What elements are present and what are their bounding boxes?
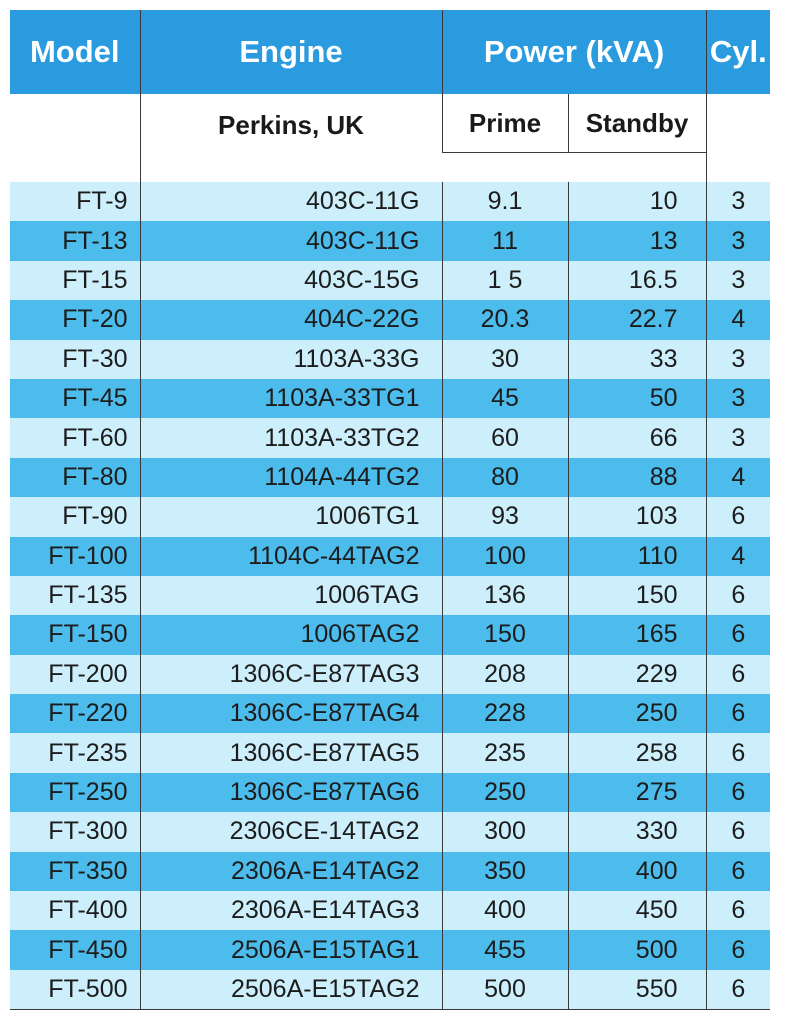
engine-cell: 1306C-E87TAG6 xyxy=(140,773,442,812)
engine-cell: 1306C-E87TAG3 xyxy=(140,655,442,694)
model-cell: FT-150 xyxy=(10,615,140,654)
engine-cell: 403C-11G xyxy=(140,221,442,260)
prime-cell: 30 xyxy=(442,340,568,379)
standby-cell: 13 xyxy=(568,221,706,260)
table-row xyxy=(10,340,770,379)
subheader-engine-brand: Perkins, UK xyxy=(140,94,442,182)
standby-cell: 66 xyxy=(568,418,706,457)
standby-cell: 33 xyxy=(568,340,706,379)
prime-cell: 93 xyxy=(442,497,568,536)
cyl-cell: 4 xyxy=(706,300,770,339)
prime-cell: 500 xyxy=(442,970,568,1010)
engine-cell: 403C-11G xyxy=(140,182,442,221)
model-cell: FT-30 xyxy=(10,340,140,379)
model-cell: FT-250 xyxy=(10,773,140,812)
engine-cell: 1006TG1 xyxy=(140,497,442,536)
cyl-cell: 3 xyxy=(706,418,770,457)
table-row xyxy=(10,852,770,891)
model-cell: FT-135 xyxy=(10,576,140,615)
cyl-cell: 6 xyxy=(706,930,770,969)
model-cell: FT-9 xyxy=(10,182,140,221)
cyl-cell: 6 xyxy=(706,497,770,536)
engine-cell: 1006TAG2 xyxy=(140,615,442,654)
standby-cell: 229 xyxy=(568,655,706,694)
cyl-cell: 4 xyxy=(706,458,770,497)
standby-cell: 250 xyxy=(568,694,706,733)
table-row xyxy=(10,418,770,457)
cyl-cell: 4 xyxy=(706,537,770,576)
cyl-cell: 3 xyxy=(706,182,770,221)
model-cell: FT-200 xyxy=(10,655,140,694)
standby-cell: 450 xyxy=(568,891,706,930)
engine-cell: 1104C-44TAG2 xyxy=(140,537,442,576)
table-row xyxy=(10,261,770,300)
model-cell: FT-90 xyxy=(10,497,140,536)
model-cell: FT-13 xyxy=(10,221,140,260)
engine-cell: 2306CE-14TAG2 xyxy=(140,812,442,851)
table-row xyxy=(10,655,770,694)
cyl-cell: 6 xyxy=(706,655,770,694)
subheader-cyl-blank xyxy=(706,94,770,182)
cyl-cell: 6 xyxy=(706,733,770,772)
cyl-cell: 6 xyxy=(706,615,770,654)
subheader-model-blank xyxy=(10,94,140,182)
subheader-standby: Standby xyxy=(568,94,706,153)
standby-cell: 22.7 xyxy=(568,300,706,339)
engine-cell: 2506A-E15TAG1 xyxy=(140,930,442,969)
standby-cell: 258 xyxy=(568,733,706,772)
header-engine: Engine xyxy=(140,10,442,94)
generator-spec-table xyxy=(10,10,770,1010)
cyl-cell: 6 xyxy=(706,891,770,930)
table-row xyxy=(10,930,770,969)
prime-cell: 208 xyxy=(442,655,568,694)
standby-cell: 165 xyxy=(568,615,706,654)
prime-cell: 60 xyxy=(442,418,568,457)
prime-cell: 100 xyxy=(442,537,568,576)
prime-cell: 455 xyxy=(442,930,568,969)
model-cell: FT-500 xyxy=(10,970,140,1010)
model-cell: FT-80 xyxy=(10,458,140,497)
engine-cell: 2506A-E15TAG2 xyxy=(140,970,442,1010)
prime-cell: 1 5 xyxy=(442,261,568,300)
prime-cell: 45 xyxy=(442,379,568,418)
table-row xyxy=(10,615,770,654)
prime-cell: 400 xyxy=(442,891,568,930)
subheader-row xyxy=(10,94,770,153)
standby-cell: 103 xyxy=(568,497,706,536)
engine-cell: 1006TAG xyxy=(140,576,442,615)
prime-cell: 235 xyxy=(442,733,568,772)
prime-cell: 80 xyxy=(442,458,568,497)
prime-cell: 9.1 xyxy=(442,182,568,221)
prime-cell: 150 xyxy=(442,615,568,654)
standby-cell: 400 xyxy=(568,852,706,891)
model-cell: FT-235 xyxy=(10,733,140,772)
standby-cell: 275 xyxy=(568,773,706,812)
table-row xyxy=(10,576,770,615)
cyl-cell: 6 xyxy=(706,773,770,812)
table-row xyxy=(10,221,770,260)
prime-cell: 300 xyxy=(442,812,568,851)
cyl-cell: 6 xyxy=(706,970,770,1010)
standby-cell: 88 xyxy=(568,458,706,497)
standby-cell: 330 xyxy=(568,812,706,851)
table-row xyxy=(10,497,770,536)
standby-cell: 10 xyxy=(568,182,706,221)
table-row xyxy=(10,694,770,733)
model-cell: FT-450 xyxy=(10,930,140,969)
cyl-cell: 6 xyxy=(706,694,770,733)
model-cell: FT-60 xyxy=(10,418,140,457)
model-cell: FT-350 xyxy=(10,852,140,891)
engine-cell: 1103A-33TG2 xyxy=(140,418,442,457)
model-cell: FT-400 xyxy=(10,891,140,930)
engine-cell: 1306C-E87TAG4 xyxy=(140,694,442,733)
prime-cell: 20.3 xyxy=(442,300,568,339)
engine-cell: 1103A-33TG1 xyxy=(140,379,442,418)
cyl-cell: 3 xyxy=(706,261,770,300)
table-row xyxy=(10,733,770,772)
table-row xyxy=(10,891,770,930)
model-cell: FT-20 xyxy=(10,300,140,339)
table-row xyxy=(10,773,770,812)
cyl-cell: 6 xyxy=(706,852,770,891)
header-model: Model xyxy=(10,10,140,94)
standby-cell: 150 xyxy=(568,576,706,615)
standby-cell: 550 xyxy=(568,970,706,1010)
cyl-cell: 6 xyxy=(706,812,770,851)
subheader-prime: Prime xyxy=(442,94,568,153)
engine-cell: 2306A-E14TAG2 xyxy=(140,852,442,891)
table-row xyxy=(10,970,770,1010)
model-cell: FT-220 xyxy=(10,694,140,733)
table-row xyxy=(10,182,770,221)
standby-cell: 500 xyxy=(568,930,706,969)
engine-cell: 1306C-E87TAG5 xyxy=(140,733,442,772)
gap-prime xyxy=(442,153,568,183)
table-row xyxy=(10,458,770,497)
cyl-cell: 6 xyxy=(706,576,770,615)
table-row xyxy=(10,379,770,418)
engine-cell: 403C-15G xyxy=(140,261,442,300)
model-cell: FT-45 xyxy=(10,379,140,418)
header-cyl: Cyl. xyxy=(706,10,770,94)
standby-cell: 110 xyxy=(568,537,706,576)
engine-cell: 1103A-33G xyxy=(140,340,442,379)
cyl-cell: 3 xyxy=(706,379,770,418)
prime-cell: 136 xyxy=(442,576,568,615)
table-row xyxy=(10,300,770,339)
engine-cell: 1104A-44TG2 xyxy=(140,458,442,497)
generator-spec-sheet xyxy=(10,10,770,1010)
model-cell: FT-100 xyxy=(10,537,140,576)
engine-cell: 404C-22G xyxy=(140,300,442,339)
table-body xyxy=(10,182,770,1010)
prime-cell: 228 xyxy=(442,694,568,733)
header-power: Power (kVA) xyxy=(442,10,706,94)
prime-cell: 11 xyxy=(442,221,568,260)
gap-standby xyxy=(568,153,706,183)
cyl-cell: 3 xyxy=(706,221,770,260)
model-cell: FT-15 xyxy=(10,261,140,300)
cyl-cell: 3 xyxy=(706,340,770,379)
standby-cell: 50 xyxy=(568,379,706,418)
header-row xyxy=(10,10,770,94)
model-cell: FT-300 xyxy=(10,812,140,851)
prime-cell: 250 xyxy=(442,773,568,812)
prime-cell: 350 xyxy=(442,852,568,891)
table-row xyxy=(10,537,770,576)
engine-cell: 2306A-E14TAG3 xyxy=(140,891,442,930)
table-row xyxy=(10,812,770,851)
standby-cell: 16.5 xyxy=(568,261,706,300)
